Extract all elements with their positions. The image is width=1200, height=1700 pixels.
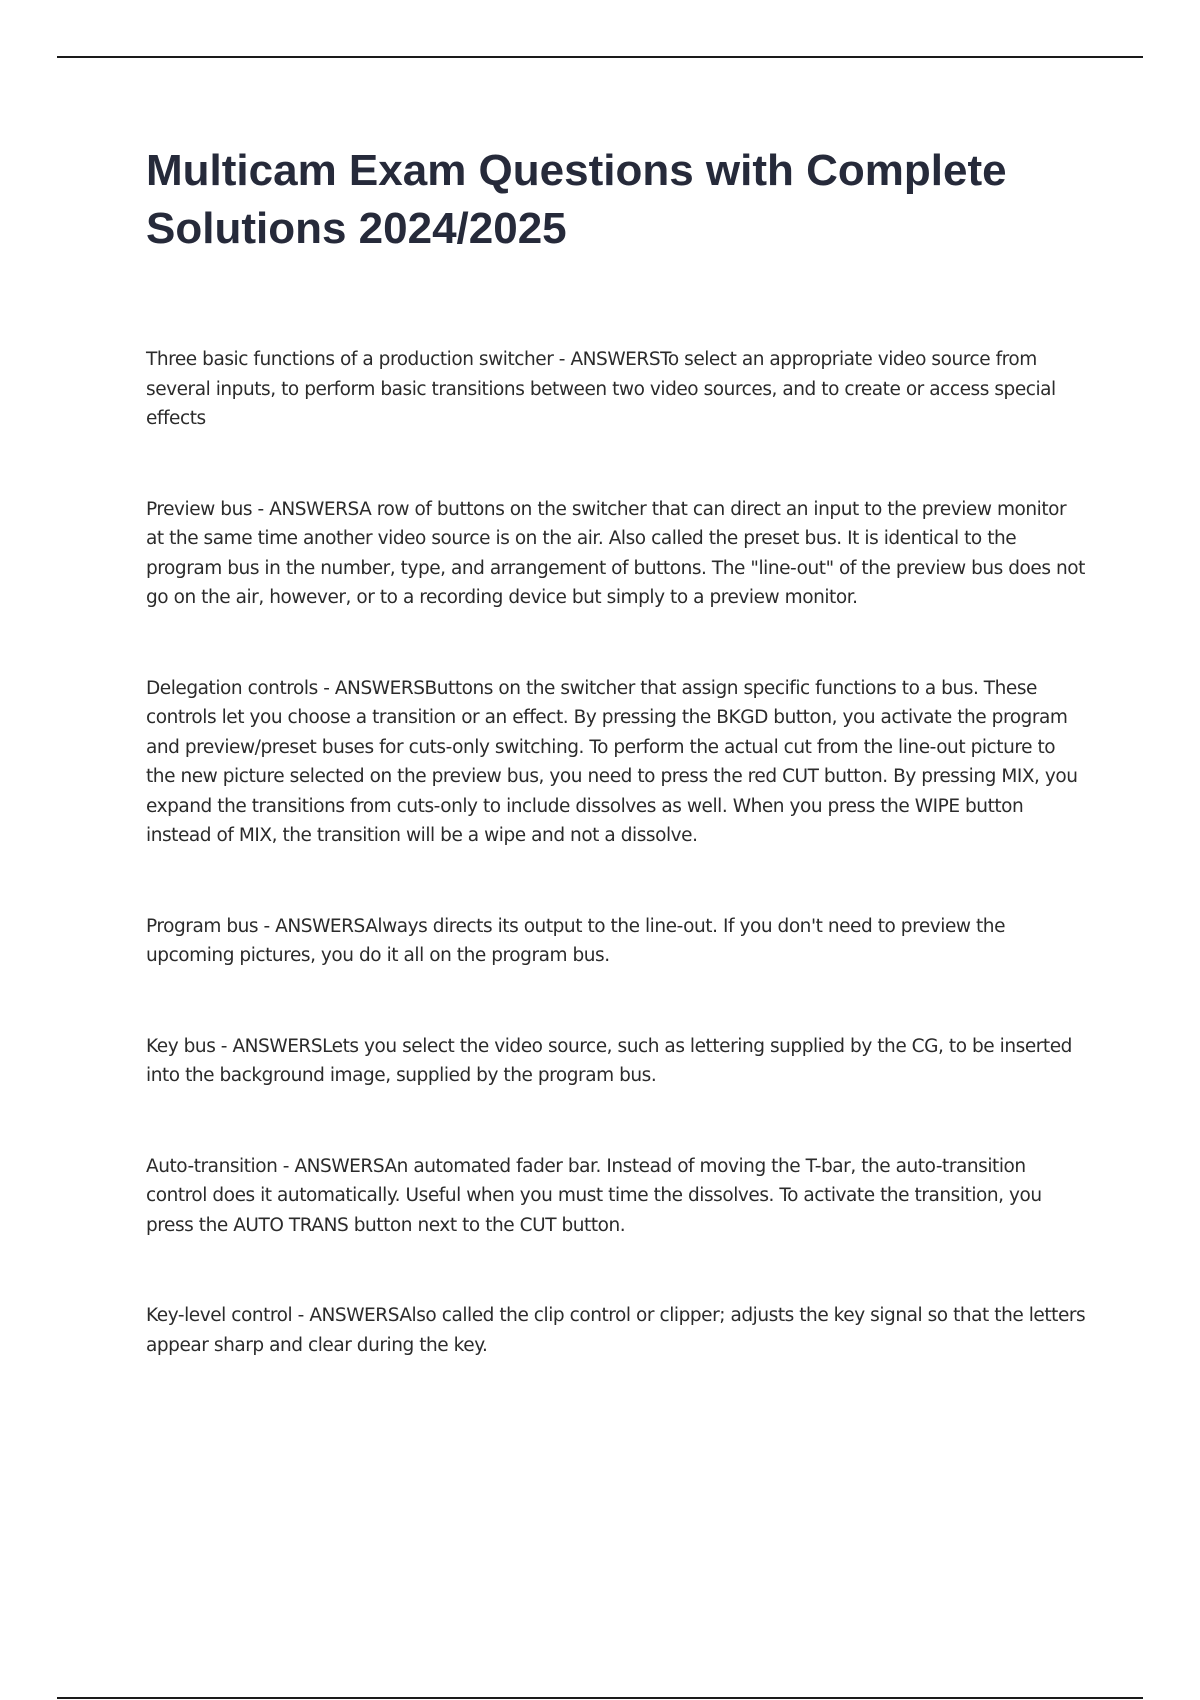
bottom-rule xyxy=(57,1697,1143,1699)
qa-entry-key-bus: Key bus - ANSWERSLets you select the video source, such as lettering supplied by the CG, to be inserted into the background image, supplied by the program bus. xyxy=(146,1035,1072,1086)
qa-entry-preview-bus: Preview bus - ANSWERSA row of buttons on the switcher that can direct an input to the preview monitor at the same time another video source is on the air. Also called the preset bus. It is identical to the program bus in the number, type, and arrangement of buttons. The "line-out" of the preview bus does not go on the air, however, or to a recording device but simply to a preview monitor. xyxy=(146,498,1085,608)
qa-entry-program-bus: Program bus - ANSWERSAlways directs its output to the line-out. If you don't need to preview the upcoming pictures, you do it all on the program bus. xyxy=(146,915,1006,966)
qa-entry-delegation-controls: Delegation controls - ANSWERSButtons on the switcher that assign specific functions to a bus. These controls let you choose a transition or an effect. By pressing the BKGD button, you activate the program and preview/preset buses for cuts-only switching. To perform the actual cut from the line-out picture to the new picture selected on the preview bus, you need to press the red CUT button. By pressing MIX, you expand the transitions from cuts-only to include dissolves as well. When you press the WIPE button instead of MIX, the transition will be a wipe and not a dissolve. xyxy=(146,677,1078,846)
qa-entry-auto-transition: Auto-transition - ANSWERSAn automated fader bar. Instead of moving the T-bar, the auto-transition control does it automatically. Useful when you must time the dissolves. To activate the transition, you press the AUTO TRANS button next to the CUT button. xyxy=(146,1155,1042,1236)
qa-entry-production-switcher: Three basic functions of a production switcher - ANSWERSTo select an appropriate video source from several inputs, to perform basic transitions between two video sources, and to create or access special effects xyxy=(146,349,1056,429)
document-title: Multicam Exam Questions with Complete Solutions 2024/2025 xyxy=(146,146,1007,253)
top-rule xyxy=(57,56,1143,58)
qa-list xyxy=(146,345,1086,1421)
qa-entry-key-level-control: Key-level control - ANSWERSAlso called the clip control or clipper; adjusts the key signal so that the letters appear sharp and clear during the key. xyxy=(146,1305,1086,1356)
